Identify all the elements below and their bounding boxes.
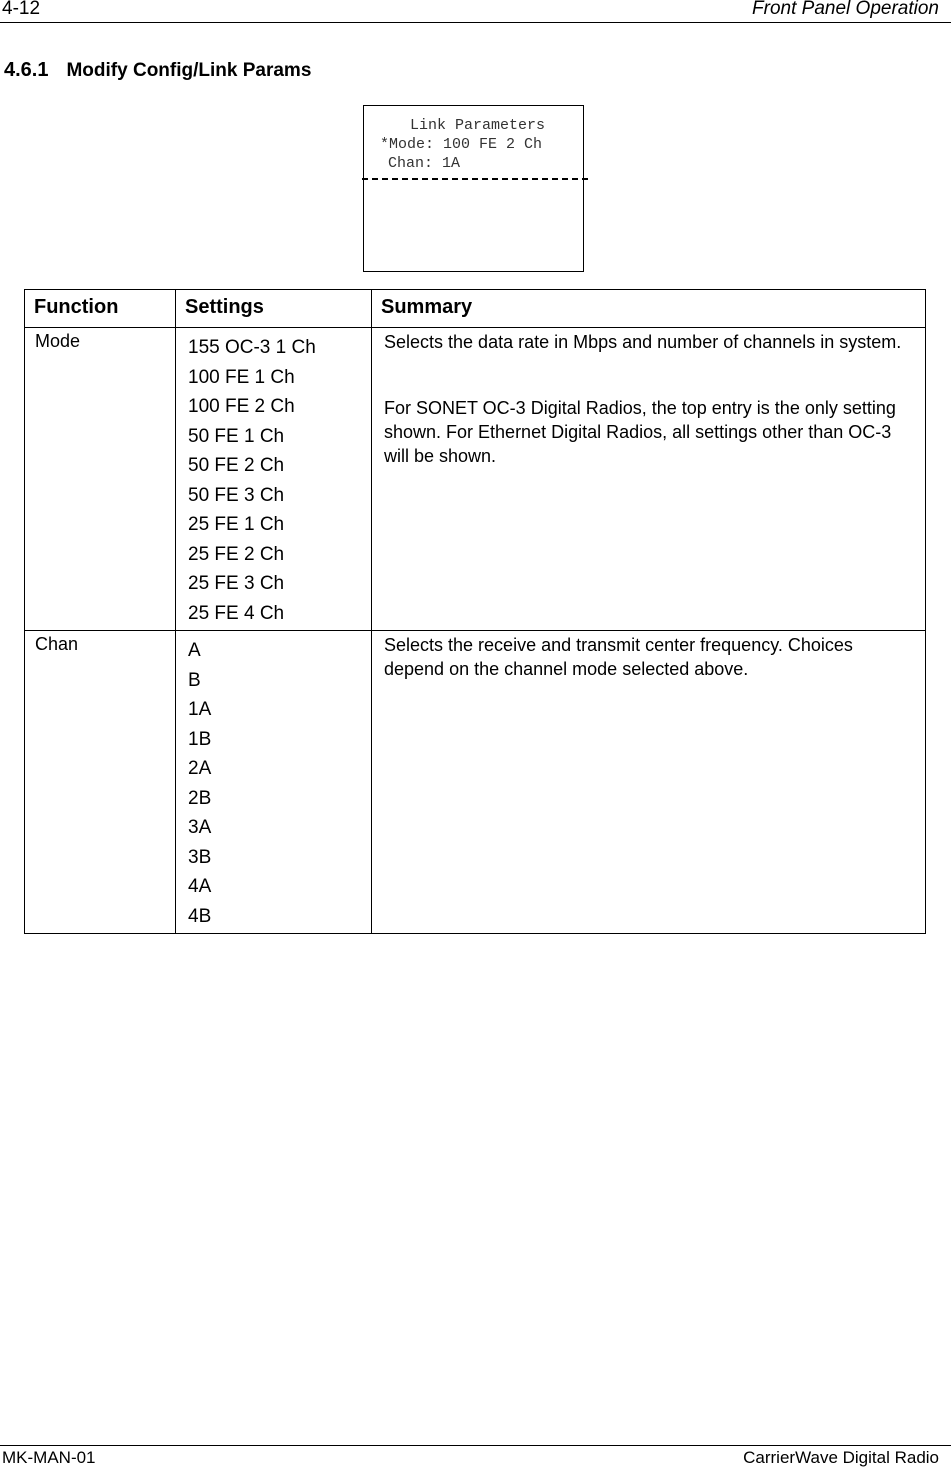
setting-option: 25 FE 2 Ch <box>188 543 285 565</box>
product-name: CarrierWave Digital Radio <box>743 1448 939 1467</box>
function-cell: Mode <box>25 328 176 631</box>
header-function: Function <box>25 290 176 328</box>
table-header-row <box>25 290 926 328</box>
setting-option: B <box>188 669 201 691</box>
setting-option: 50 FE 2 Ch <box>188 455 285 476</box>
section-heading <box>4 59 311 82</box>
setting-option: 100 FE 2 Ch <box>188 396 295 417</box>
settings-cell <box>176 328 372 631</box>
setting-option: 1B <box>188 728 212 750</box>
setting-option: 1A <box>188 699 212 720</box>
chapter-title: Front Panel Operation <box>752 0 939 19</box>
lcd-display <box>363 105 584 272</box>
header-settings: Settings <box>176 290 372 328</box>
setting-option: A <box>188 640 201 661</box>
summary-cell <box>372 631 926 934</box>
lcd-line-title: Link Parameters <box>410 117 546 134</box>
lcd-divider <box>362 178 588 180</box>
parameters-table <box>24 289 926 934</box>
table-row <box>25 631 926 934</box>
setting-option: 4A <box>188 876 212 897</box>
setting-option: 2A <box>188 758 212 779</box>
settings-cell <box>176 631 372 934</box>
page-number: 4-12 <box>2 0 41 19</box>
setting-option: 4B <box>188 905 212 927</box>
setting-option: 155 OC-3 1 Ch <box>188 337 316 358</box>
table-row <box>25 328 926 631</box>
page-header <box>0 0 951 23</box>
summary-paragraph: For SONET OC-3 Digital Radios, the top entry is the only setting shown. For Ethernet Digital Radios, all settings other than OC-3 will be shown. <box>384 398 896 466</box>
setting-option: 25 FE 4 Ch <box>188 602 285 624</box>
header-summary: Summary <box>372 290 926 328</box>
setting-option: 3A <box>188 817 212 838</box>
setting-option: 50 FE 3 Ch <box>188 484 285 506</box>
setting-option: 2B <box>188 787 212 809</box>
lcd-line-mode: *Mode: 100 FE 2 Ch <box>380 136 543 153</box>
setting-option: 50 FE 1 Ch <box>188 425 285 447</box>
summary-paragraph: Selects the receive and transmit center frequency. Choices depend on the channel mode selected above. <box>384 635 853 679</box>
page-footer <box>0 1445 951 1470</box>
setting-option: 25 FE 1 Ch <box>188 514 285 535</box>
setting-option: 25 FE 3 Ch <box>188 573 285 594</box>
summary-cell <box>372 328 926 631</box>
setting-option: 100 FE 1 Ch <box>188 366 295 388</box>
lcd-line-chan: Chan: 1A <box>388 155 461 172</box>
section-number: 4.6.1 <box>4 59 49 81</box>
document-id: MK-MAN-01 <box>2 1448 96 1467</box>
setting-option: 3B <box>188 846 212 868</box>
section-title: Modify Config/Link Params <box>66 60 312 81</box>
function-cell: Chan <box>25 631 176 934</box>
summary-paragraph: Selects the data rate in Mbps and number of channels in system. <box>384 332 902 352</box>
